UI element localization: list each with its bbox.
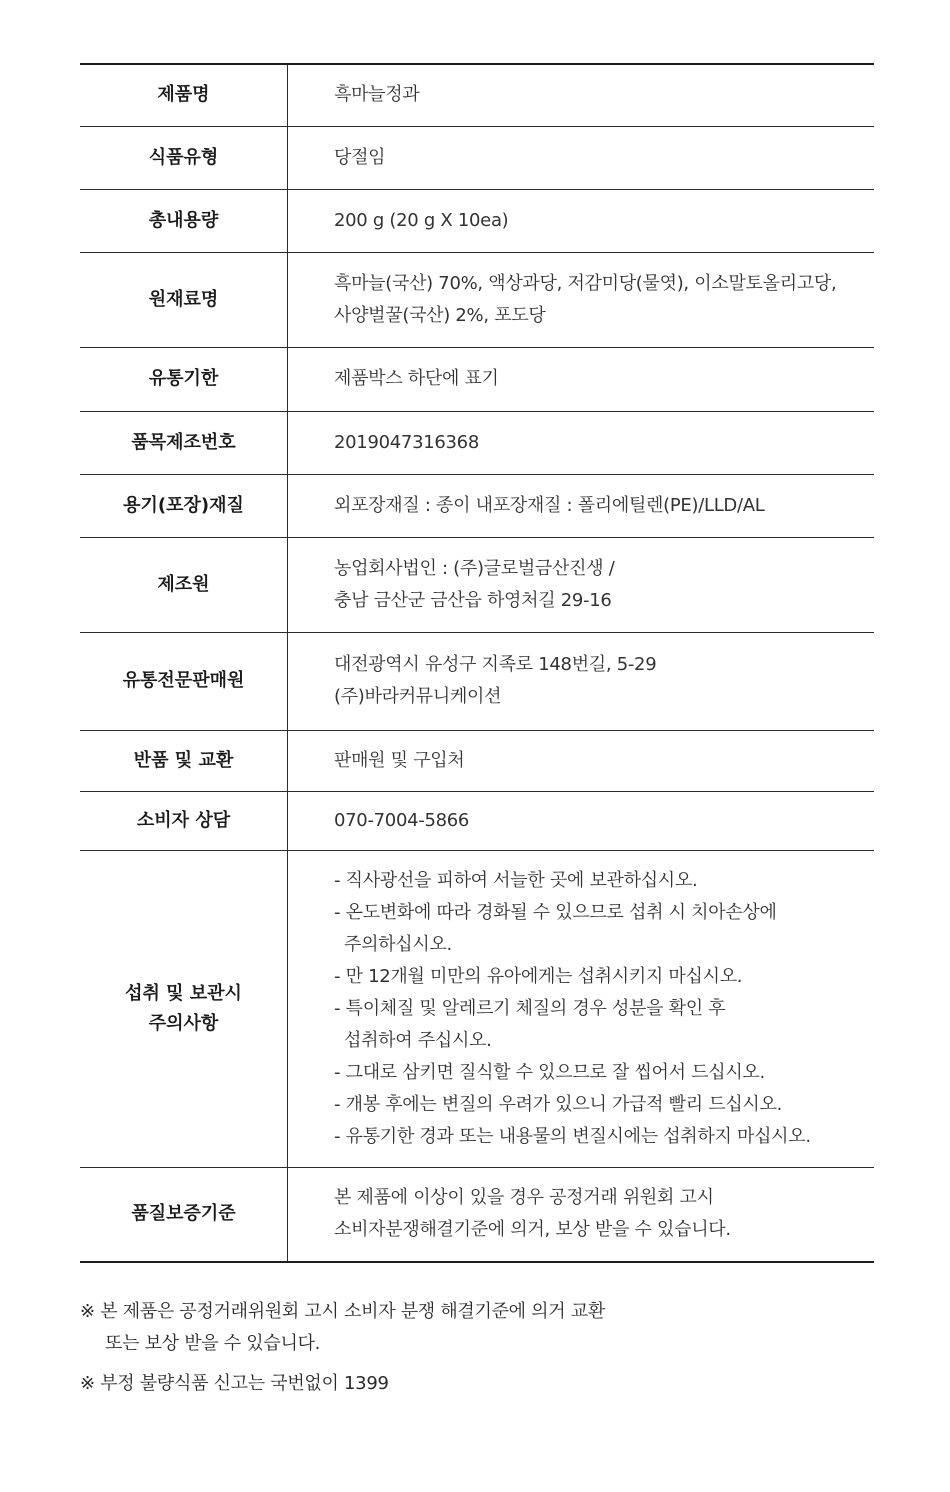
- row-value: [288, 1167, 875, 1262]
- row-label-line: 섭취 및 보관시: [125, 982, 242, 1004]
- table-row: [80, 474, 874, 537]
- row-value-line: 소비자분쟁해결기준에 의거, 보상 받을 수 있습니다.: [334, 1219, 731, 1241]
- row-value-line: 2019047316368: [334, 431, 479, 453]
- row-value-line: 본 제품에 이상이 있을 경우 공정거래 위원회 고시: [334, 1187, 714, 1209]
- row-value: [288, 189, 875, 252]
- row-value: [288, 791, 875, 850]
- row-value: [288, 632, 875, 730]
- product-info-table: [80, 63, 874, 1263]
- row-value-line: - 개봉 후에는 변질의 우려가 있으니 가급적 빨리 드십시오.: [334, 1093, 783, 1115]
- row-value-line: 농업회사법인 : (주)글로벌금산진생 /: [334, 557, 615, 579]
- row-label-line: 품질보증기준: [131, 1203, 236, 1225]
- row-value-line: 흑마늘(국산) 70%, 액상과당, 저감미당(물엿), 이소말토올리고당,: [334, 272, 837, 294]
- row-label: [80, 730, 288, 791]
- row-label-line: 제조원: [157, 573, 210, 595]
- row-label: [80, 791, 288, 850]
- table-row: [80, 252, 874, 347]
- row-value: [288, 411, 875, 474]
- row-value-line: 주의하십시오.: [344, 933, 452, 955]
- table-row: [80, 791, 874, 850]
- row-value-line: 사양벌꿀(국산) 2%, 포도당: [334, 304, 546, 326]
- row-value-line: 충남 금산군 금산읍 하영처길 29-16: [334, 589, 612, 611]
- row-label: [80, 347, 288, 411]
- table-row: [80, 347, 874, 411]
- row-label-line: 품목제조번호: [131, 431, 236, 453]
- row-label-line: 제품명: [157, 84, 210, 106]
- row-value: [288, 64, 875, 126]
- row-value: [288, 850, 875, 1167]
- row-value-line: (주)바라커뮤니케이션: [334, 686, 502, 707]
- table-row: [80, 1167, 874, 1262]
- row-value-line: - 유통기한 경과 또는 내용물의 변질시에는 섭취하지 마십시오.: [334, 1125, 811, 1147]
- row-label-line: 반품 및 교환: [133, 749, 234, 771]
- row-label: [80, 537, 288, 632]
- row-label: [80, 189, 288, 252]
- row-label: [80, 126, 288, 189]
- row-value: [288, 730, 875, 791]
- row-value-line: 대전광역시 유성구 지족로 148번길, 5-29: [334, 654, 657, 675]
- row-value-line: 당절임: [334, 146, 386, 168]
- row-value-line: 판매원 및 구입처: [334, 749, 465, 771]
- row-label-line: 총내용량: [148, 209, 219, 231]
- table-row: [80, 850, 874, 1167]
- table-row: [80, 64, 874, 126]
- row-value-line: 외포장재질 : 종이 내포장재질 : 폴리에틸렌(PE)/LLD/AL: [334, 494, 765, 516]
- row-label: [80, 850, 288, 1167]
- row-label: [80, 252, 288, 347]
- notice-line: 또는 보상 받을 수 있습니다.: [105, 1333, 321, 1354]
- row-label-line: 용기(포장)재질: [123, 494, 244, 516]
- row-label: [80, 632, 288, 730]
- table-row: [80, 126, 874, 189]
- row-value-line: 흑마늘정과: [334, 84, 420, 106]
- row-label: [80, 411, 288, 474]
- footer-notes: [80, 1296, 605, 1408]
- row-value: [288, 252, 875, 347]
- table-row: [80, 411, 874, 474]
- row-label: [80, 1167, 288, 1262]
- row-value: [288, 474, 875, 537]
- row-value-line: - 그대로 삼키면 질식할 수 있으므로 잘 씹어서 드십시오.: [334, 1061, 765, 1083]
- notice-item: [80, 1296, 605, 1360]
- row-label-line: 소비자 상담: [136, 809, 231, 831]
- row-value-line: - 온도변화에 따라 경화될 수 있으므로 섭취 시 치아손상에: [334, 901, 777, 923]
- row-label: [80, 64, 288, 126]
- row-value-line: 200 g (20 g X 10ea): [334, 209, 509, 231]
- row-label-line: 원재료명: [148, 288, 219, 310]
- notice-item: [80, 1368, 605, 1400]
- row-value-line: 섭취하여 주십시오.: [344, 1029, 492, 1051]
- row-label: [80, 474, 288, 537]
- table-row: [80, 189, 874, 252]
- row-value: [288, 126, 875, 189]
- table-row: [80, 632, 874, 730]
- row-value-line: 070-7004-5866: [334, 809, 470, 831]
- table-row: [80, 537, 874, 632]
- table-row: [80, 730, 874, 791]
- row-value-line: - 직사광선을 피하여 서늘한 곳에 보관하십시오.: [334, 869, 698, 891]
- row-label-line: 주의사항: [148, 1012, 219, 1034]
- row-value-line: 제품박스 하단에 표기: [334, 368, 499, 389]
- row-label-line: 유통전문판매원: [122, 670, 245, 691]
- row-value-line: - 특이체질 및 알레르기 체질의 경우 성분을 확인 후: [334, 997, 726, 1019]
- notice-line: ※ 본 제품은 공정거래위원회 고시 소비자 분쟁 해결기준에 의거 교환: [80, 1301, 605, 1322]
- row-value-line: - 만 12개월 미만의 유아에게는 섭취시키지 마십시오.: [334, 965, 743, 987]
- row-label-line: 식품유형: [148, 146, 219, 168]
- row-value: [288, 537, 875, 632]
- notice-line: ※ 부정 불량식품 신고는 국번없이 1399: [80, 1373, 389, 1394]
- row-label-line: 유통기한: [148, 368, 219, 389]
- row-value: [288, 347, 875, 411]
